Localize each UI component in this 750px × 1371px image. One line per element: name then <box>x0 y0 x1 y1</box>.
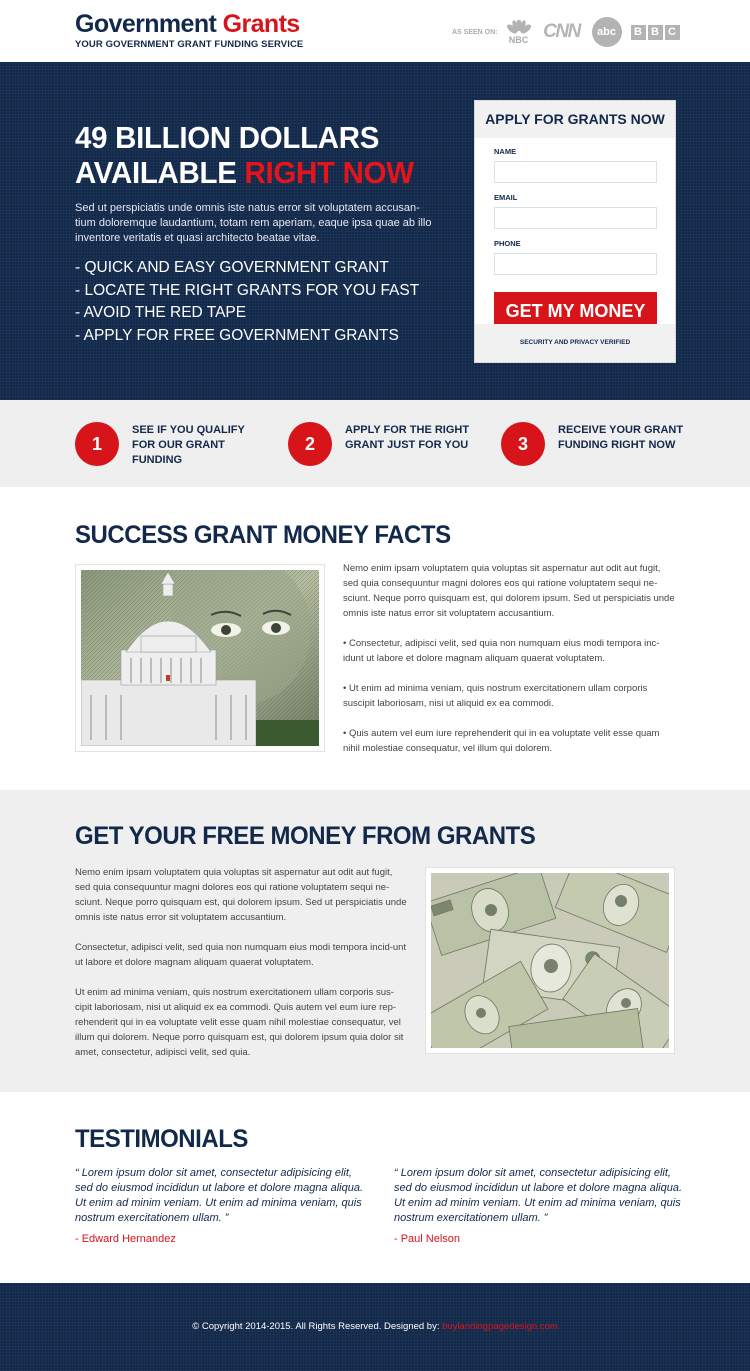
step-3 <box>501 422 688 466</box>
steps-bar <box>0 400 750 487</box>
dollar-bills-illustration <box>431 873 669 1048</box>
benefit-item: - AVOID THE RED TAPE <box>75 304 247 321</box>
facts-paragraph: • Quis autem vel eum iure reprehenderit qui in ea voluptate velit esse quam nihil molestiae consequatur, vel illum qui dolorem. <box>343 728 660 754</box>
cnn-logo: CNN <box>543 21 580 42</box>
step-2 <box>288 422 475 466</box>
phone-label: PHONE <box>494 239 521 248</box>
grants-paragraph: Consectetur, adipisci velit, sed quia non numquam eius modi tempora incid-unt ut labore et dolore magnam aliquam quaerat voluptatem. <box>75 942 407 968</box>
testimonial-quote: “ Lorem ipsum dolor sit amet, consectetur adipisicing elit, sed do eiusmod incididun ut labore et dolore magna aliqua. Ut enim ad minim veniam. Ut enim ad minima veniam, quis nostrum exercitationem ullam. ” <box>394 1167 683 1224</box>
hero-description: Sed ut perspiciatis unde omnis iste natus error sit voluptatem accusan-tium doloremque laudantium, totam rem aperiam, eaque ipsa quae ab illo inventore veritatis et quasi architecto beatae vitae. <box>75 202 432 244</box>
facts-title: SUCCESS GRANT MONEY FACTS <box>75 521 451 549</box>
as-seen-on-label: AS SEEN ON: <box>452 28 498 36</box>
step-1 <box>75 422 262 468</box>
testimonial-card <box>394 1166 684 1245</box>
grants-text <box>75 865 408 1075</box>
bbc-logo <box>631 25 680 40</box>
testimonials-section <box>0 1092 750 1283</box>
facts-paragraph: • Consectetur, adipisci velit, sed quia non numquam eius modi tempora inc-idunt ut labore et dolore magnam aliquam quaerat voluptatem. <box>343 638 660 664</box>
logo-title <box>75 11 303 38</box>
step-text: SEE IF YOU QUALIFY FOR OUR GRANT FUNDING <box>132 424 245 466</box>
capitol-image <box>75 564 325 752</box>
hero-title-line1: 49 BILLION DOLLARS <box>75 120 380 155</box>
apply-form <box>474 100 676 363</box>
phone-field[interactable] <box>494 253 657 275</box>
logo-word-grants: Grants <box>222 10 300 38</box>
site-header <box>0 0 750 62</box>
benefit-item: - LOCATE THE RIGHT GRANTS FOR YOU FAST <box>75 281 420 299</box>
footer-copyright <box>0 1321 750 1332</box>
step-number: 1 <box>75 422 119 466</box>
name-label: NAME <box>494 147 517 156</box>
benefit-item: - QUICK AND EASY GOVERNMENT GRANT <box>75 259 389 276</box>
bbc-letter: B <box>631 25 646 40</box>
testimonial-quote: “ Lorem ipsum dolor sit amet, consectetur adipisicing elit, sed do eiusmod incididun ut labore et dolore magna aliqua. Ut enim ad minim veniam. Ut enim ad minima veniam, quis nostrum exercitationem ullam. ” <box>75 1167 364 1224</box>
money-image <box>425 867 675 1054</box>
logo-word-government: Government <box>75 10 217 38</box>
benefit-item: - APPLY FOR FREE GOVERNMENT GRANTS <box>75 326 399 344</box>
get-my-money-button[interactable]: GET MY MONEY <box>494 292 657 330</box>
testimonial-author: - Edward Hernandez <box>75 1233 176 1245</box>
step-number: 2 <box>288 422 332 466</box>
hero-benefits-list <box>75 257 419 347</box>
nbc-text: NBC <box>508 34 529 45</box>
hero-title <box>75 120 436 190</box>
form-body <box>475 138 675 330</box>
abc-logo: abc <box>592 17 622 47</box>
grants-paragraph: Nemo enim ipsam voluptatem quia voluptas sit aspernatur aut odit aut fugit, sed quia consequuntur magni dolores eos qui ratione voluptatem sequi ne-sciunt. Neque porro quisquam est, qui dolorem ipsum. Sed ut perspiciatis unde omnis iste natus error sit voluptatem accusantium. <box>75 867 407 923</box>
logo-tagline: YOUR GOVERNMENT GRANT FUNDING SERVICE <box>75 39 304 50</box>
step-text: APPLY FOR THE RIGHT GRANT JUST FOR YOU <box>345 424 470 451</box>
form-title: APPLY FOR GRANTS NOW <box>475 101 675 138</box>
grants-title: GET YOUR FREE MONEY FROM GRANTS <box>75 822 536 850</box>
hero-title-highlight: RIGHT NOW <box>244 155 414 190</box>
testimonials-title: TESTIMONIALS <box>75 1125 248 1153</box>
nbc-logo <box>504 16 534 48</box>
email-label: EMAIL <box>494 193 518 202</box>
hero-title-available: AVAILABLE <box>75 155 237 190</box>
name-field[interactable] <box>494 161 657 183</box>
site-footer <box>0 1283 750 1371</box>
grants-paragraph: Ut enim ad minima veniam, quis nostrum exercitationem ullam corporis sus-cipit laboriosam, nisi ut aliquid ex ea commodi. Quis autem vel eum iure rep-rehenderit qui in ea voluptate velit esse quam nihil molestiae consequatur, vel illum qui dolorem. Neque porro quisquam est, qui dolorem ipsum quia dolor sit amet, consectetur, adipisci velit, sed quia. <box>75 987 404 1058</box>
security-note: SECURITY AND PRIVACY VERIFIED <box>475 324 675 362</box>
hero-title-line2 <box>75 155 436 190</box>
testimonial-card <box>75 1166 365 1245</box>
step-text: RECEIVE YOUR GRANT FUNDING RIGHT NOW <box>558 424 684 451</box>
capitol-dollar-illustration <box>81 570 319 746</box>
grants-section <box>0 790 750 1092</box>
peacock-icon <box>506 20 532 35</box>
logo[interactable] <box>75 11 303 50</box>
facts-section <box>0 487 750 790</box>
facts-paragraph: • Ut enim ad minima veniam, quis nostrum exercitationem ullam corporis suscipit laboriosam, nisi ut aliquid ex ea commodi. <box>343 683 648 709</box>
as-seen-on <box>452 14 680 50</box>
designer-link[interactable]: buylandingpagedesign.com <box>442 1321 558 1332</box>
testimonial-author: - Paul Nelson <box>394 1233 461 1245</box>
copyright-text: © Copyright 2014-2015. All Rights Reserved. Designed by: <box>192 1321 440 1332</box>
bbc-letter: C <box>665 25 680 40</box>
bbc-letter: B <box>648 25 663 40</box>
facts-paragraph: Nemo enim ipsam voluptatem quia voluptas sit aspernatur aut odit aut fugit, sed quia consequuntur magni dolores eos qui ratione voluptatem sequi ne-sciunt. Neque porro quisquam est, qui dolorem ipsum. Sed ut perspiciatis unde omnis iste natus error sit voluptatem accusantium. <box>343 563 675 619</box>
email-field[interactable] <box>494 207 657 229</box>
facts-text <box>343 561 675 771</box>
step-number: 3 <box>501 422 545 466</box>
hero-section <box>0 62 750 400</box>
